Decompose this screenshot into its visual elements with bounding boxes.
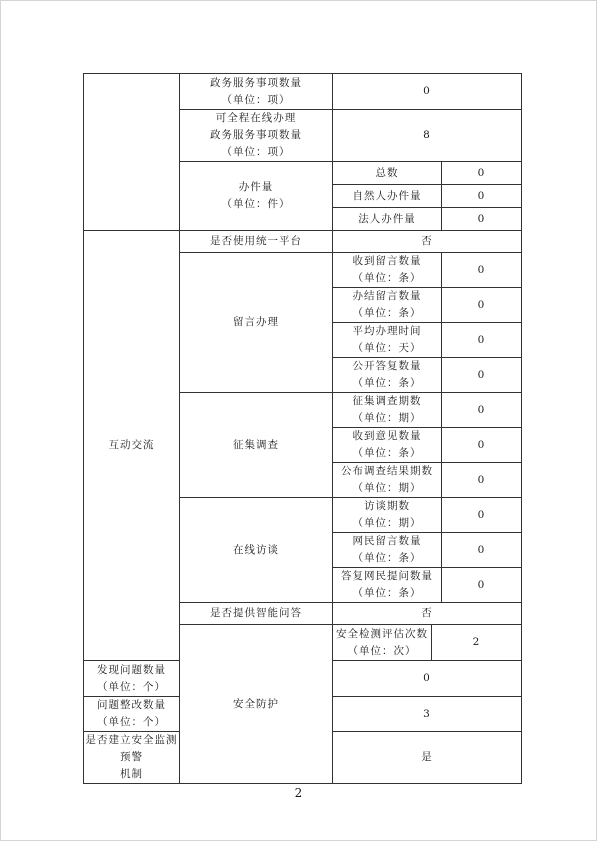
table-row — [84, 231, 522, 253]
messages-label: 留言办理 — [180, 253, 333, 393]
warning-mechanism-label: 是否建立安全监测预警 机制 — [84, 732, 180, 784]
interview-periods-value: 0 — [442, 498, 522, 533]
category-security: 安全防护 — [180, 625, 333, 784]
interview-periods-label: 访谈期数 （单位：期） — [333, 498, 442, 533]
issues-found-label: 发现问题数量 （单位：个） — [84, 661, 180, 697]
category-cell-empty — [84, 74, 180, 231]
assessments-value: 2 — [432, 625, 522, 661]
issues-fixed-value: 3 — [333, 697, 522, 732]
issues-fixed-label: 问题整改数量 （单位：个） — [84, 697, 180, 732]
survey-periods-value: 0 — [442, 393, 522, 428]
handling-legal-value: 0 — [442, 208, 522, 231]
warning-mechanism-value: 是 — [333, 732, 522, 784]
interview-messages-value: 0 — [442, 533, 522, 568]
survey-label: 征集调查 — [180, 393, 333, 498]
service-items-value: 0 — [333, 74, 522, 110]
page-number: 2 — [294, 786, 303, 800]
messages-completed-label: 办结留言数量 （单位：条） — [333, 288, 442, 323]
survey-results-value: 0 — [442, 463, 522, 498]
messages-public-label: 公开答复数量 （单位：条） — [333, 358, 442, 393]
interview-answers-value: 0 — [442, 568, 522, 603]
handling-total-label: 总数 — [333, 162, 442, 185]
issues-found-value: 0 — [333, 661, 522, 697]
handling-label: 办件量 （单位：件） — [180, 162, 333, 231]
assessments-label: 安全检测评估次数 （单位：次） — [333, 625, 432, 661]
survey-results-label: 公布调查结果期数 （单位：期） — [333, 463, 442, 498]
statistics-table — [83, 73, 522, 784]
interview-label: 在线访谈 — [180, 498, 333, 603]
handling-natural-label: 自然人办件量 — [333, 185, 442, 208]
messages-public-value: 0 — [442, 358, 522, 393]
online-items-label: 可全程在线办理 政务服务事项数量 （单位：项） — [180, 110, 333, 162]
messages-received-value: 0 — [442, 253, 522, 288]
handling-natural-value: 0 — [442, 185, 522, 208]
unified-platform-value: 否 — [333, 231, 522, 253]
survey-opinions-label: 收到意见数量 （单位：条） — [333, 428, 442, 463]
service-items-label: 政务服务事项数量 （单位：项） — [180, 74, 333, 110]
survey-periods-label: 征集调查期数 （单位：期） — [333, 393, 442, 428]
table-row — [84, 74, 522, 110]
online-items-value: 8 — [333, 110, 522, 162]
survey-opinions-value: 0 — [442, 428, 522, 463]
category-interaction: 互动交流 — [84, 231, 180, 661]
messages-completed-value: 0 — [442, 288, 522, 323]
interview-answers-label: 答复网民提问数量 （单位：条） — [333, 568, 442, 603]
smart-qa-value: 否 — [333, 603, 522, 625]
handling-legal-label: 法人办件量 — [333, 208, 442, 231]
interview-messages-label: 网民留言数量 （单位：条） — [333, 533, 442, 568]
messages-received-label: 收到留言数量 （单位：条） — [333, 253, 442, 288]
messages-avg-time-label: 平均办理时间 （单位：天） — [333, 323, 442, 358]
unified-platform-label: 是否使用统一平台 — [180, 231, 333, 253]
handling-total-value: 0 — [442, 162, 522, 185]
smart-qa-label: 是否提供智能问答 — [180, 603, 333, 625]
messages-avg-time-value: 0 — [442, 323, 522, 358]
